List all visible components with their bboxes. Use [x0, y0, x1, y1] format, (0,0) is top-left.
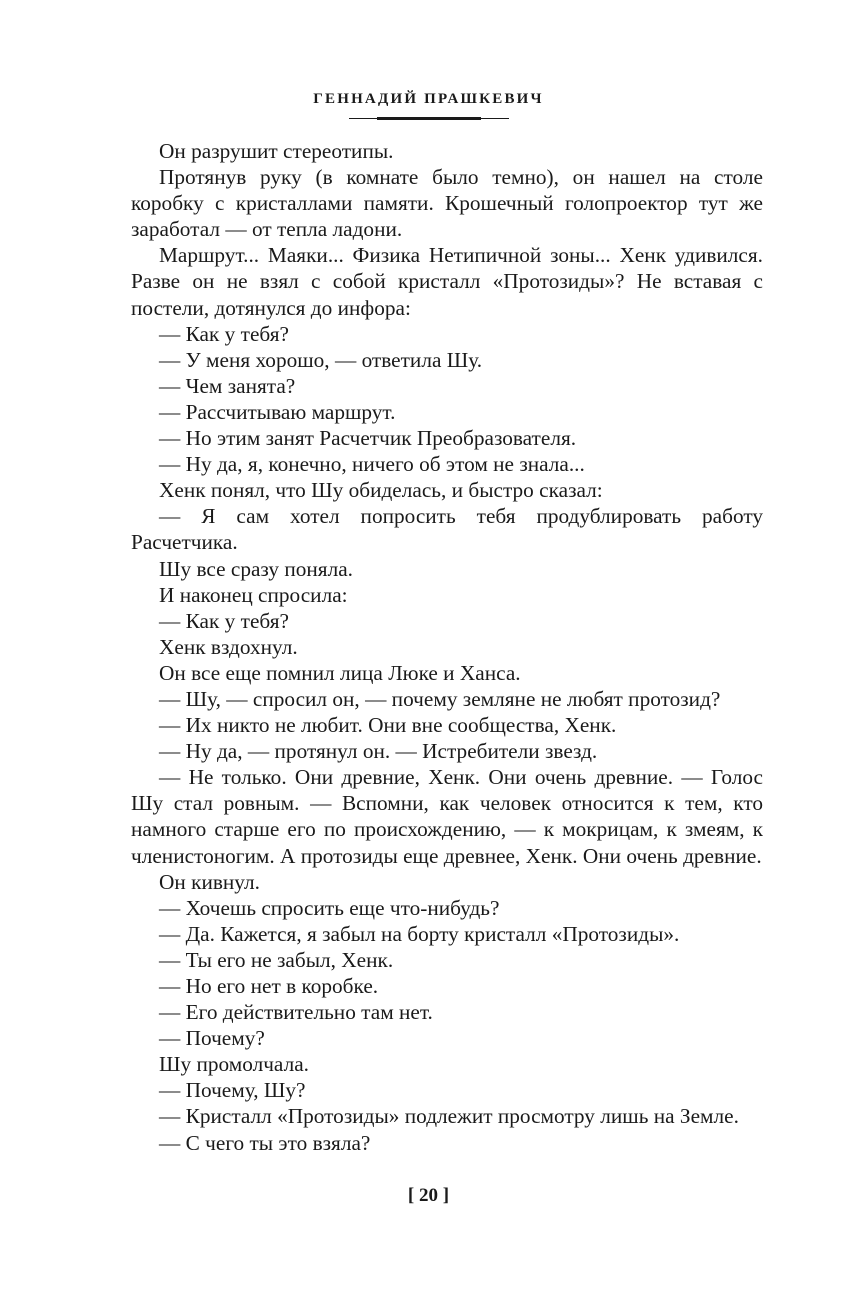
dialogue-line: — Ну да, — протянул он. — Истребители звезд.: [159, 739, 598, 764]
header-rule-thick-line: [377, 117, 481, 120]
paragraph: Он разрушит стереотипы.: [159, 139, 394, 163]
dialogue-line: — Но его нет в коробке.: [159, 974, 379, 998]
paragraph: Шу промолчала.: [159, 1052, 309, 1077]
dialogue-line: — Как у тебя?: [159, 321, 289, 346]
text-body: [131, 138, 763, 1156]
paragraph: Он кивнул.: [159, 869, 260, 894]
page-number: [ 20 ]: [407, 1185, 450, 1206]
dialogue-line: — С чего ты это взяла?: [159, 1130, 371, 1155]
paragraph: Он все еще помнил лица Люке и Ханса.: [159, 660, 521, 685]
paragraph: Маршрут... Маяки... Физика Нетипичной зоны... Хенк удивился. Разве он не взял с собой кристалл «Протозиды»? Не вставая с постели, дотянулся до инфора:: [131, 243, 763, 320]
dialogue-line: — Его действительно там нет.: [159, 1000, 433, 1025]
dialogue-line: — Кристалл «Протозиды» подлежит просмотру лишь на Земле.: [159, 1104, 739, 1129]
dialogue-line: — Шу, — спросил он, — почему земляне не любят протозид?: [159, 686, 721, 711]
dialogue-line: — Да. Кажется, я забыл на борту кристалл «Протозиды».: [159, 921, 680, 946]
paragraph: Протянув руку (в комнате было темно), он нашел на столе коробку с кристаллами памяти. Крошечный голопроектор тут же заработал — от тепла ладони.: [131, 165, 763, 242]
header-rule: [349, 117, 509, 121]
paragraph: Хенк понял, что Шу обиделась, и быстро сказал:: [159, 478, 603, 503]
running-title: ГЕННАДИЙ ПРАШКЕВИЧ: [313, 91, 544, 107]
dialogue-line: — Но этим занят Расчетчик Преобразователя.: [159, 426, 577, 451]
dialogue-line: — Почему, Шу?: [159, 1078, 306, 1103]
dialogue-line: — Ну да, я, конечно, ничего об этом не знала...: [159, 452, 585, 477]
dialogue-line: — Рассчитываю маршрут.: [159, 399, 396, 424]
paragraph: И наконец спросила:: [159, 582, 348, 607]
dialogue-line: — Я сам хотел попросить тебя продублировать работу Расчетчика.: [131, 504, 763, 555]
dialogue-line: — Не только. Они древние, Хенк. Они очень древние. — Голос Шу стал ровным. — Вспомни, как человек относится к тем, кто намного старше его по происхождению, — к мокрицам, к змеям, к членистоногим. А протозиды еще древнее, Хенк. Они очень древние.: [131, 765, 763, 868]
dialogue-line: — Их никто не любит. Они вне сообщества, Хенк.: [159, 713, 617, 738]
dialogue-line: — Почему?: [159, 1026, 265, 1051]
dialogue-line: — Чем занята?: [159, 373, 296, 398]
dialogue-line: — У меня хорошо, — ответила Шу.: [159, 347, 483, 372]
dialogue-line: — Ты его не забыл, Хенк.: [159, 947, 394, 972]
paragraph: Шу все сразу поняла.: [159, 556, 354, 581]
paragraph: Хенк вздохнул.: [159, 634, 298, 659]
page-header: [0, 88, 857, 121]
dialogue-line: — Как у тебя?: [159, 608, 289, 633]
dialogue-line: — Хочешь спросить еще что-нибудь?: [159, 895, 500, 920]
